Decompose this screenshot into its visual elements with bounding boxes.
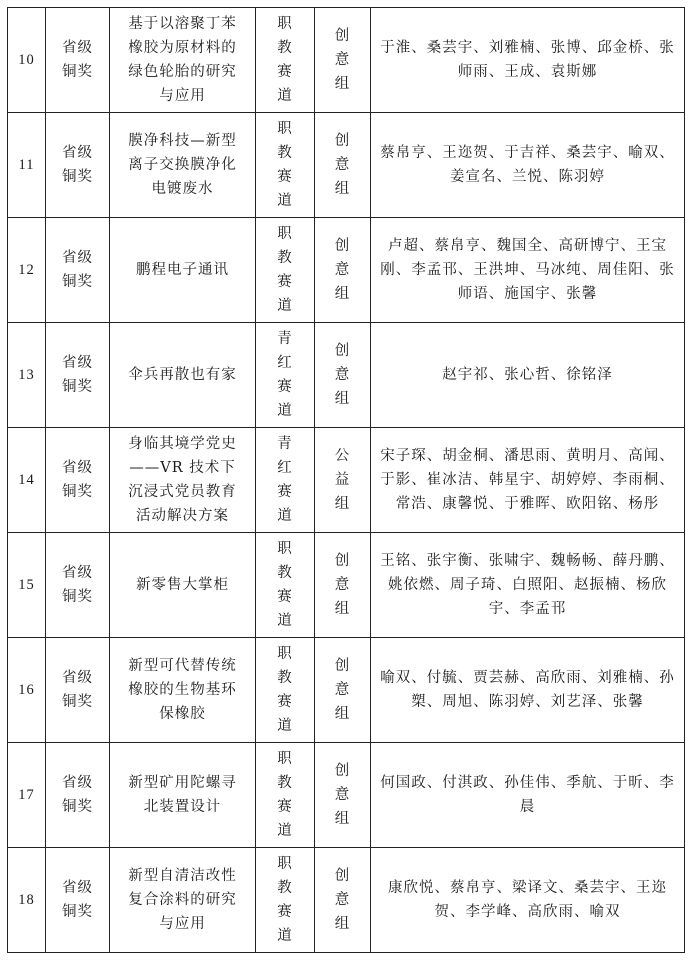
project-name-text: 基于以溶聚丁苯橡胶为原材料的绿色轮胎的研究与应用 <box>128 16 237 104</box>
team-members <box>371 8 685 113</box>
project-name <box>110 323 256 428</box>
competition-track-text: 职教赛道 <box>277 541 293 629</box>
row-number: 17 <box>8 743 46 848</box>
project-name <box>110 218 256 323</box>
project-name-text: 膜净科技—新型离子交换膜净化电镀废水 <box>128 133 237 197</box>
team-members <box>371 113 685 218</box>
award-level <box>46 323 110 428</box>
row-number: 13 <box>8 323 46 428</box>
row-number: 11 <box>8 113 46 218</box>
group-category-text: 创意组 <box>334 343 351 407</box>
team-members <box>371 533 685 638</box>
competition-track <box>256 638 315 743</box>
table-row <box>8 218 685 323</box>
award-level-text: 省级铜奖 <box>62 250 93 290</box>
competition-track <box>256 323 315 428</box>
project-name-text: 伞兵再散也有家 <box>128 367 237 383</box>
group-category <box>315 533 371 638</box>
award-level <box>46 848 110 953</box>
group-category <box>315 638 371 743</box>
award-level-text: 省级铜奖 <box>62 40 93 80</box>
table-row <box>8 533 685 638</box>
group-category-text: 创意组 <box>334 868 351 932</box>
project-name <box>110 638 256 743</box>
award-level <box>46 8 110 113</box>
group-category-text: 创意组 <box>334 658 351 722</box>
team-members <box>371 638 685 743</box>
award-level-text: 省级铜奖 <box>62 145 93 185</box>
group-category <box>315 743 371 848</box>
award-level-text: 省级铜奖 <box>62 565 93 605</box>
award-level <box>46 218 110 323</box>
table-row <box>8 323 685 428</box>
award-level-text: 省级铜奖 <box>62 880 93 920</box>
table-row <box>8 848 685 953</box>
award-level-text: 省级铜奖 <box>62 460 93 500</box>
project-name-text: 新零售大掌柜 <box>136 577 229 593</box>
table-row <box>8 428 685 533</box>
project-name-text: 新型可代替传统橡胶的生物基环保橡胶 <box>128 658 237 722</box>
award-level <box>46 428 110 533</box>
award-level-text: 省级铜奖 <box>62 775 93 815</box>
team-members-text: 何国政、付淇政、孙佳伟、季航、于昕、李晨 <box>380 775 675 815</box>
row-number: 14 <box>8 428 46 533</box>
team-members-text: 卢超、蔡帛亨、魏国全、高研博宁、王宝刚、李孟邗、王洪坤、马冰纯、周佳阳、张师语、施国宇、张馨 <box>380 238 675 302</box>
competition-track <box>256 848 315 953</box>
project-name <box>110 428 256 533</box>
competition-track <box>256 218 315 323</box>
project-name <box>110 8 256 113</box>
row-number: 10 <box>8 8 46 113</box>
award-level <box>46 113 110 218</box>
group-category-text: 创意组 <box>334 553 351 617</box>
row-number: 15 <box>8 533 46 638</box>
competition-track <box>256 743 315 848</box>
project-name <box>110 113 256 218</box>
group-category-text: 创意组 <box>334 763 351 827</box>
row-number: 16 <box>8 638 46 743</box>
project-name-text: 新型自清洁改性复合涂料的研究与应用 <box>128 868 237 932</box>
table-row <box>8 638 685 743</box>
team-members-text: 蔡帛亨、王迩贺、于吉祥、桑芸宇、喻双、姜宣名、兰悦、陈羽婷 <box>380 145 675 185</box>
award-level <box>46 533 110 638</box>
table-row <box>8 743 685 848</box>
row-number: 12 <box>8 218 46 323</box>
group-category-text: 公益组 <box>334 448 351 512</box>
team-members-text: 于淮、桑芸宇、刘雅楠、张博、邱金桥、张师雨、王成、袁斯娜 <box>380 40 675 80</box>
award-level <box>46 743 110 848</box>
competition-track-text: 职教赛道 <box>277 856 293 944</box>
competition-track-text: 职教赛道 <box>277 16 293 104</box>
table-row <box>8 113 685 218</box>
table-row <box>8 8 685 113</box>
project-name-text: 身临其境学党史——VR 技术下沉浸式党员教育活动解决方案 <box>128 436 237 524</box>
awards-table <box>7 7 685 953</box>
team-members <box>371 218 685 323</box>
team-members-text: 喻双、付毓、贾芸赫、高欣雨、刘雅楠、孙槊、周旭、陈羽婷、刘艺泽、张馨 <box>380 670 675 710</box>
project-name <box>110 533 256 638</box>
competition-track-text: 青红赛道 <box>277 436 293 524</box>
project-name-text: 新型矿用陀螺寻北装置设计 <box>128 775 237 815</box>
project-name <box>110 743 256 848</box>
competition-track-text: 青红赛道 <box>277 331 293 419</box>
team-members <box>371 743 685 848</box>
group-category-text: 创意组 <box>334 28 351 92</box>
group-category-text: 创意组 <box>334 238 351 302</box>
team-members-text: 王铭、张宇衡、张啸宇、魏畅畅、薛丹鹏、姚依燃、周子琦、白照阳、赵振楠、杨欣宇、李孟邗 <box>380 553 675 617</box>
group-category <box>315 848 371 953</box>
competition-track-text: 职教赛道 <box>277 646 293 734</box>
competition-track <box>256 428 315 533</box>
team-members <box>371 848 685 953</box>
team-members-text: 赵宇祁、张心哲、徐铭泽 <box>442 367 613 383</box>
team-members <box>371 323 685 428</box>
group-category <box>315 113 371 218</box>
project-name <box>110 848 256 953</box>
competition-track-text: 职教赛道 <box>277 121 293 209</box>
competition-track <box>256 533 315 638</box>
row-number: 18 <box>8 848 46 953</box>
award-level <box>46 638 110 743</box>
group-category <box>315 218 371 323</box>
group-category <box>315 428 371 533</box>
competition-track <box>256 113 315 218</box>
competition-track <box>256 8 315 113</box>
team-members-text: 宋子琛、胡金桐、潘思雨、黄明月、高闻、于影、崔冰洁、韩星宇、胡婷婷、李雨桐、常浩、康馨悦、于雅晖、欧阳铭、杨彤 <box>380 448 675 512</box>
award-level-text: 省级铜奖 <box>62 355 93 395</box>
group-category <box>315 323 371 428</box>
competition-track-text: 职教赛道 <box>277 751 293 839</box>
team-members <box>371 428 685 533</box>
competition-track-text: 职教赛道 <box>277 226 293 314</box>
project-name-text: 鹏程电子通讯 <box>136 262 229 278</box>
group-category-text: 创意组 <box>334 133 351 197</box>
award-level-text: 省级铜奖 <box>62 670 93 710</box>
group-category <box>315 8 371 113</box>
team-members-text: 康欣悦、蔡帛亨、梁译文、桑芸宇、王迩贺、李学峰、高欣雨、喻双 <box>388 880 667 920</box>
